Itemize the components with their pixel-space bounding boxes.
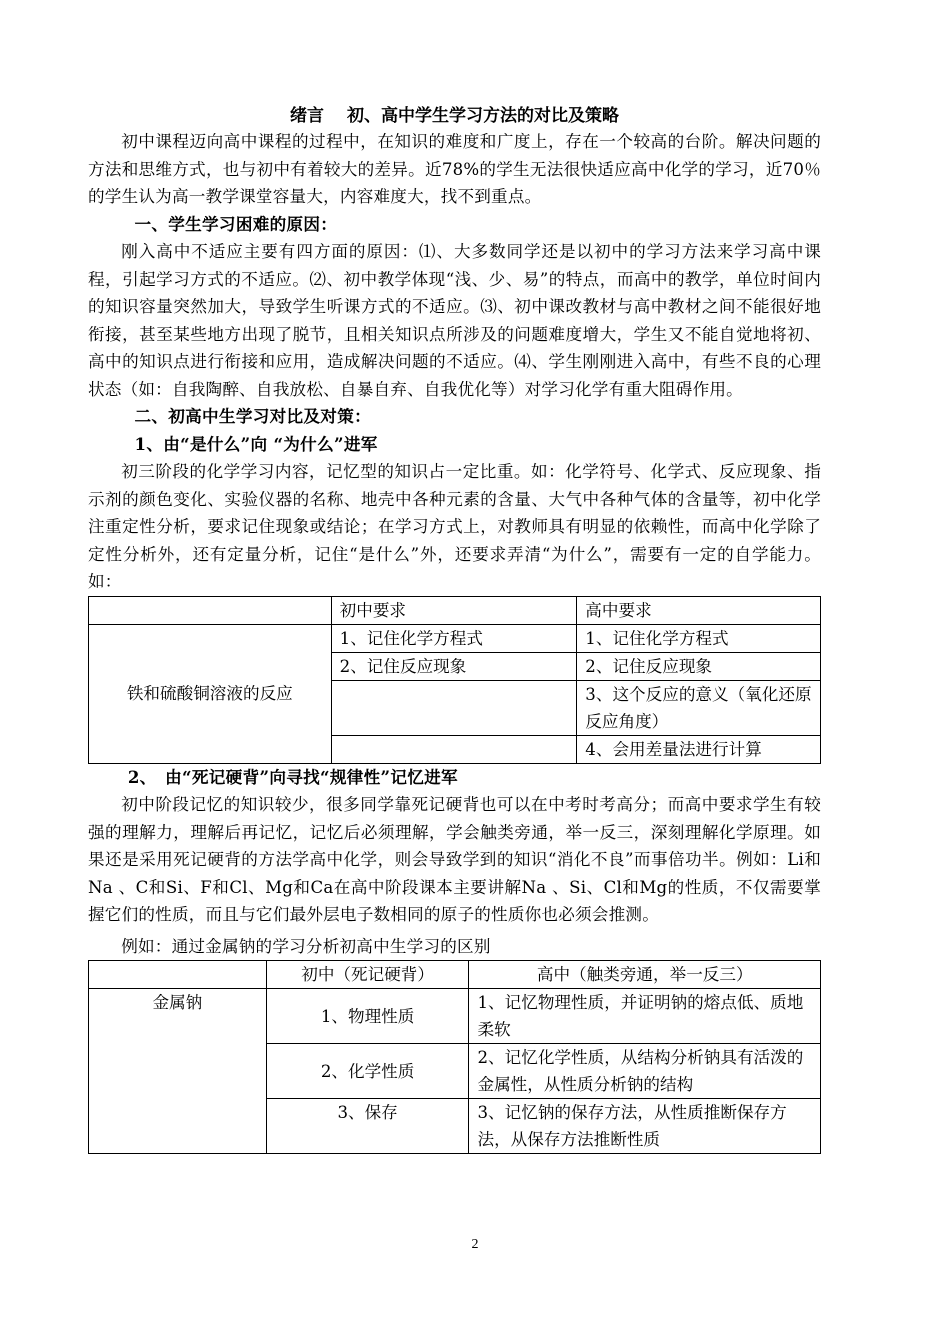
page-title: 绪言 初、高中学生学习方法的对比及策略: [290, 106, 619, 126]
table-cell: 2、记住反应现象: [331, 652, 577, 680]
page-number: 2: [471, 1237, 479, 1252]
sub2-example: 例如：通过金属钠的学习分析初高中生学习的区别: [121, 936, 491, 956]
table-header-cell: 高中要求: [577, 596, 821, 624]
table-header-row: [89, 596, 821, 624]
table-cell: 1、物理性质: [266, 989, 469, 1044]
sub2-paragraph: 初中阶段记忆的知识较少，很多同学靠死记硬背也可以在中考时考高分；而高中要求学生有较强的理解力，理解后再记忆，记忆后必须理解，学会触类旁通，举一反三，深刻理解化学原理。如果还是采用死记硬背的方法学高中化学，则会导致学到的知识“消化不良”而事倍功半。例如：Li和Na 、C和Si、F和Cl、Mg和Ca在高中阶段课本主要讲解Na 、Si、Cl和Mg的性质，不仅需要掌握它们的性质，而且与它们最外层电子数相同的原子的性质你也必须会推测。: [88, 795, 821, 924]
section1-paragraph: 刚入高中不适应主要有四方面的原因：⑴、大多数同学还是以初中的学习方法来学习高中课程，引起学习方式的不适应。⑵、初中教学体现“浅、少、易”的特点，而高中的教学，单位时间内的知识容量突然加大，导致学生听课方式的不适应。⑶、初中课改教材与高中教材之间不能很好地衔接，甚至某些地方出现了脱节，且相关知识点所涉及的问题难度增大，学生又不能自觉地将初、高中的知识点进行衔接和应用，造成解决问题的不适应。⑷、学生刚刚进入高中，有些不良的心理状态（如：自我陶醉、自我放松、自暴自弃、自我优化等）对学习化学有重大阻碍作用。: [88, 242, 821, 399]
table-cell: [331, 735, 577, 763]
table-cell: 2、记忆化学性质，从结构分析钠具有活泼的金属性，从性质分析钠的结构: [469, 1044, 821, 1099]
table-header-row: [89, 961, 821, 989]
table-cell: 2、记住反应现象: [577, 652, 821, 680]
table-header-cell: 高中（触类旁通，举一反三）: [469, 961, 821, 989]
sub2-heading: 2、 由“死记硬背”向寻找“规律性”记忆进军: [127, 766, 458, 787]
table-header-cell: [89, 596, 332, 624]
table-cell: [331, 680, 577, 735]
document-page: [88, 104, 821, 1154]
sodium-comparison-table: [88, 960, 821, 1154]
intro-paragraph: 初中课程迈向高中课程的过程中，在知识的难度和广度上，存在一个较高的台阶。解决问题的方法和思维方式，也与初中有着较大的差异。近78%的学生无法很快适应高中化学的学习，近70％的学生认为高一教学课堂容量大，内容难度大，找不到重点。: [88, 132, 821, 206]
table-cell: 1、记住化学方程式: [331, 624, 577, 652]
table-header-cell: 初中要求: [331, 596, 577, 624]
table-cell: 3、记忆钠的保存方法，从性质推断保存方法，从保存方法推断性质: [469, 1099, 821, 1154]
sub1-paragraph: 初三阶段的化学学习内容，记忆型的知识占一定比重。如：化学符号、化学式、反应现象、指示剂的颜色变化、实验仪器的名称、地壳中各种元素的含量、大气中各种气体的含量等，初中化学注重定性分析，要求记住现象或结论；在学习方式上，对教师具有明显的依赖性，而高中化学除了定性分析外，还有定量分析，记住“是什么”外，还要求弄清“为什么”，需要有一定的自学能力。如：: [88, 462, 821, 591]
table-header-cell: 初中（死记硬背）: [266, 961, 469, 989]
table-topic-cell: 金属钠: [89, 989, 267, 1154]
table-cell: 2、化学性质: [266, 1044, 469, 1099]
section1-heading: 一、学生学习困难的原因：: [134, 213, 338, 234]
table-row: [89, 989, 821, 1044]
table-header-cell: [89, 961, 267, 989]
table-cell: 1、记住化学方程式: [577, 624, 821, 652]
sub1-heading: 1、由“是什么”向 “为什么”进军: [134, 433, 378, 454]
section2-heading: 二、初高中生学习对比及对策：: [134, 406, 371, 426]
reaction-comparison-table: [88, 596, 821, 764]
table-cell: 3、保存: [266, 1099, 469, 1154]
table-row: [89, 624, 821, 652]
table-cell: 4、会用差量法进行计算: [577, 735, 821, 763]
table-cell: 3、这个反应的意义（氧化还原反应角度）: [577, 680, 821, 735]
table-topic-cell: 铁和硫酸铜溶液的反应: [89, 624, 332, 763]
table-cell: 1、记忆物理性质，并证明钠的熔点低、质地柔软: [469, 989, 821, 1044]
